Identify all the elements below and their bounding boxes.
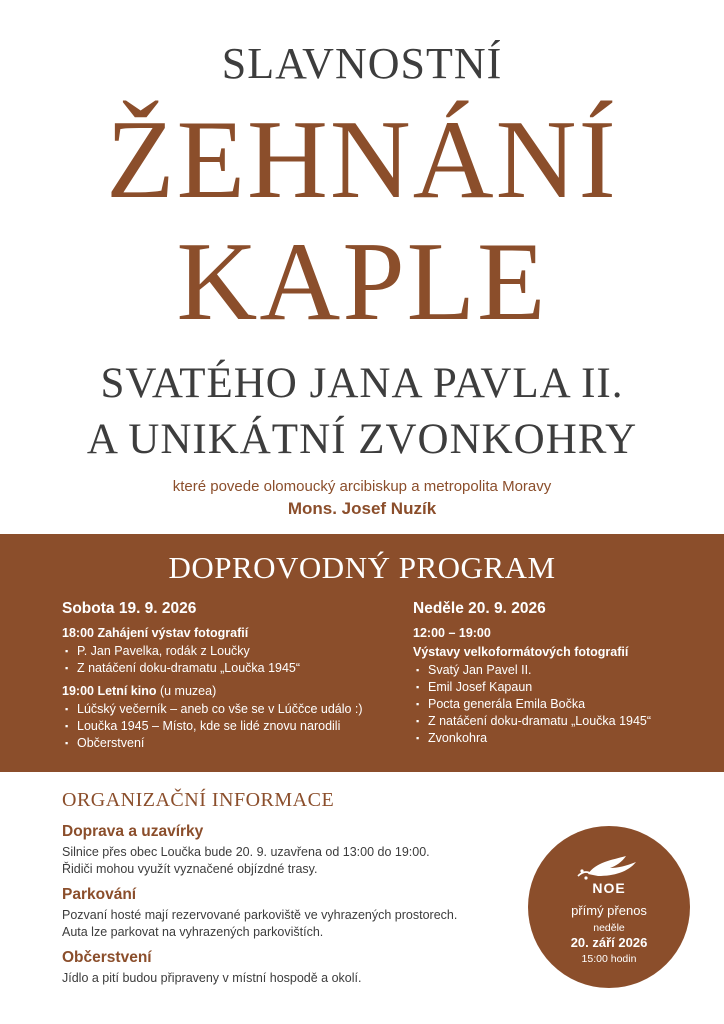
header-line-jan-pavel: SVATÉHO JANA PAVLA II. <box>100 360 624 407</box>
info-title: ORGANIZAČNÍ INFORMACE <box>62 789 335 811</box>
header-line-zvonkohry: A UNIKÁTNÍ ZVONKOHRY <box>86 416 638 463</box>
info-section-heading: Doprava a uzavírky <box>62 823 204 840</box>
badge-date: 20. září 2026 <box>570 935 648 950</box>
info-section-text: Pozvaní hosté mají rezervované parkoviště ve vyhrazených prostorech. <box>62 908 458 922</box>
sunday-time: 12:00 – 19:00 <box>413 626 491 640</box>
list-item: ▪ Emil Josef Kapaun <box>413 679 713 696</box>
list-item: ▪ Loučka 1945 – Místo, kde se lidé znovu narodili <box>62 718 392 735</box>
header-person-name: Mons. Josef Nuzík <box>287 499 437 518</box>
sunday-event-list <box>413 662 713 747</box>
saturday-event-2-note: (u muzea) <box>156 684 217 698</box>
header-title-zehnani: ŽEHNÁNÍ <box>106 98 618 222</box>
info-section-heading: Parkování <box>62 886 137 903</box>
badge-time: 15:00 hodin <box>581 953 637 965</box>
badge-day: neděle <box>593 922 625 934</box>
info-section-text: Auta lze parkovat na vyhrazených parkovištích. <box>62 925 324 939</box>
info-section-text: Silnice přes obec Loučka bude 20. 9. uzavřena od 13:00 do 19:00. <box>62 845 430 859</box>
list-item: ▪ Lúčský večerník – aneb co vše se v Lúččce událo :) <box>62 701 392 718</box>
sunday-event: Výstavy velkoformátových fotografií <box>413 645 629 659</box>
broadcast-badge <box>528 826 690 988</box>
list-item: ▪ Občerstvení <box>62 735 392 752</box>
header-line-slavnostni: SLAVNOSTNÍ <box>221 39 503 88</box>
saturday-event-2-list <box>62 701 392 752</box>
info-section-transport <box>62 823 522 878</box>
program-sunday <box>413 600 713 753</box>
info-section-parking <box>62 886 522 941</box>
list-item: ▪ Z natáčení doku-dramatu „Loučka 1945“ <box>62 660 392 677</box>
header-intro-text: které povede olomoucký arcibiskup a metropolita Moravy <box>172 478 552 495</box>
noe-logo: NOE <box>592 880 626 896</box>
badge-live-text: přímý přenos <box>571 903 647 918</box>
info-section-text: Řidiči mohou využít vyznačené objízdné trasy. <box>62 862 318 876</box>
info-section-heading: Občerstvení <box>62 949 152 966</box>
list-item: ▪ Svatý Jan Pavel II. <box>413 662 713 679</box>
sunday-date: Neděle 20. 9. 2026 <box>413 600 546 617</box>
saturday-event-2-title: 19:00 Letní kino <box>62 684 157 698</box>
program-band <box>0 534 724 772</box>
saturday-date: Sobota 19. 9. 2026 <box>62 600 197 617</box>
header-title-kaple: KAPLE <box>176 220 548 344</box>
list-item: ▪ Zvonkohra <box>413 730 713 747</box>
list-item: ▪ Pocta generála Emila Bočka <box>413 696 713 713</box>
saturday-event-1-list <box>62 643 392 677</box>
list-item: ▪ P. Jan Pavelka, rodák z Loučky <box>62 643 392 660</box>
program-saturday <box>62 600 392 758</box>
info-section-text: Jídlo a pití budou připraveny v místní hospodě a okolí. <box>62 971 362 985</box>
info-section-refreshments <box>62 949 522 987</box>
list-item: ▪ Z natáčení doku-dramatu „Loučka 1945“ <box>413 713 713 730</box>
saturday-event-1: 18:00 Zahájení výstav fotografií <box>62 626 249 640</box>
program-title: DOPROVODNÝ PROGRAM <box>168 550 556 585</box>
saturday-event-2 <box>62 683 392 700</box>
